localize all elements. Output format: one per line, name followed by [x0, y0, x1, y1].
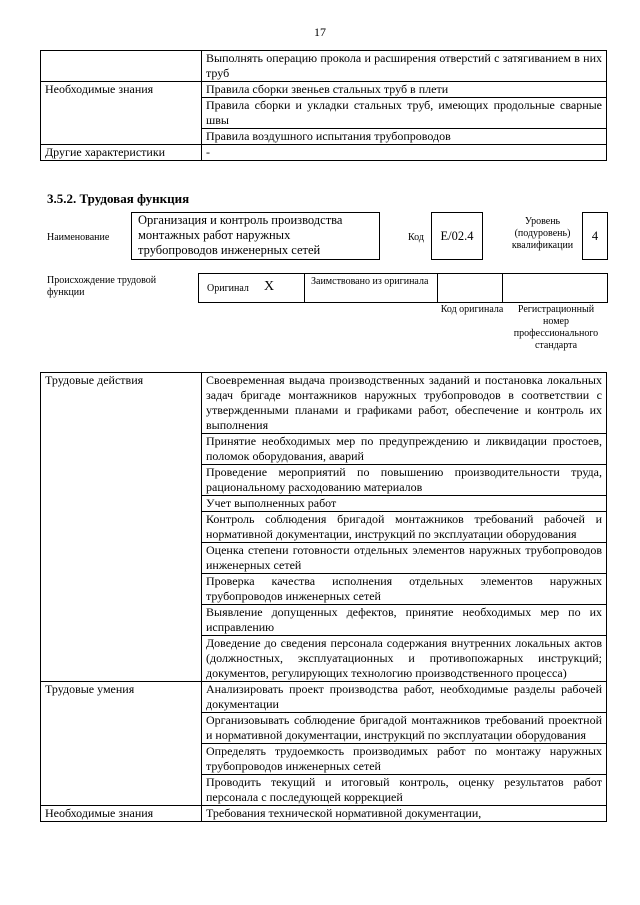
original-mark: X	[264, 279, 275, 294]
row-item: Выполнять операцию прокола и расширения отверстий с затягиванием в них труб	[202, 51, 607, 82]
level-label: Уровень (подуровень) квалификации	[511, 216, 574, 251]
row-label: Другие характеристики	[41, 145, 202, 161]
row-item: Учет выполненных работ	[202, 496, 607, 512]
row-item: Определять трудоемкость производимых работ по монтажу наружных трубопроводов инженерных сетей	[202, 744, 607, 775]
table-row	[41, 145, 607, 161]
table-row	[41, 51, 607, 82]
row-item: Доведение до сведения персонала содержания внутренних локальных актов (должностных, эксплуатационных и противопожарных инструкций; документов, регулирующих технологию производственного процесса)	[202, 636, 607, 682]
row-item: Правила воздушного испытания трубопроводов	[202, 129, 607, 145]
orig-code-label: Код оригинала	[440, 304, 504, 315]
row-item: Организовывать соблюдение бригадой монтажников требований проектной и нормативной документации, инструкций по эксплуатации оборудования	[202, 713, 607, 744]
code-label: Код	[408, 232, 424, 243]
row-item: Выявление допущенных дефектов, принятие необходимых мер по их исправлению	[202, 605, 607, 636]
row-item: Принятие необходимых мер по предупреждению и ликвидации простоев, поломок оборудования, аварий	[202, 434, 607, 465]
row-item: Анализировать проект производства работ, необходимые разделы рабочей документации	[202, 682, 607, 713]
row-item: Контроль соблюдения бригадой монтажников требований рабочей и нормативной документации, инструкций по эксплуатации оборудования	[202, 512, 607, 543]
row-item: Проводить текущий и итоговый контроль, оценку результатов работ персонала с последующей коррекцией	[202, 775, 607, 806]
row-item: Требования технической нормативной документации,	[202, 806, 607, 822]
level-value: 4	[582, 212, 608, 260]
row-item: Своевременная выдача производственных заданий и постановка локальных задач бригаде монтажников наружных трубопроводов в соответствии с утвержденными планами и графиками работ, обеспечение и контроль их выполнения	[202, 373, 607, 434]
row-item: Оценка степени готовности отдельных элементов наружных трубопроводов инженерных сетей	[202, 543, 607, 574]
table-row	[41, 682, 607, 713]
reg-number-label: Регистрационный номер профессионального стандарта	[513, 304, 599, 351]
name-label: Наименование	[47, 232, 110, 243]
row-item: -	[202, 145, 607, 161]
row-label: Необходимые знания	[41, 82, 202, 145]
row-item: Проведение мероприятий по повышению производительности труда, рациональному расходованию материалов	[202, 465, 607, 496]
borrowed-label: Заимствовано из оригинала	[311, 276, 429, 287]
page-number: 17	[314, 25, 326, 39]
table-row	[41, 373, 607, 434]
table-row	[41, 82, 607, 98]
main-table	[40, 372, 607, 822]
code-value: E/02.4	[431, 212, 483, 260]
row-item: Правила сборки звеньев стальных труб в плети	[202, 82, 607, 98]
origin-table	[198, 273, 608, 303]
row-label: Трудовые действия	[41, 373, 202, 682]
table-row	[41, 806, 607, 822]
row-label	[41, 51, 202, 82]
row-label: Необходимые знания	[41, 806, 202, 822]
row-label: Трудовые умения	[41, 682, 202, 806]
top-table	[40, 50, 607, 161]
name-value: Организация и контроль производства монтажных работ наружных трубопроводов инженерных сетей	[131, 212, 380, 260]
section-title: 3.5.2. Трудовая функция	[47, 191, 190, 206]
origin-label: Происхождение трудовой функции	[47, 275, 157, 298]
row-item: Проверка качества исполнения отдельных элементов наружных трубопроводов инженерных сетей	[202, 574, 607, 605]
row-item: Правила сборки и укладки стальных труб, имеющих продольные сварные швы	[202, 98, 607, 129]
original-label: Оригинал	[207, 283, 249, 294]
